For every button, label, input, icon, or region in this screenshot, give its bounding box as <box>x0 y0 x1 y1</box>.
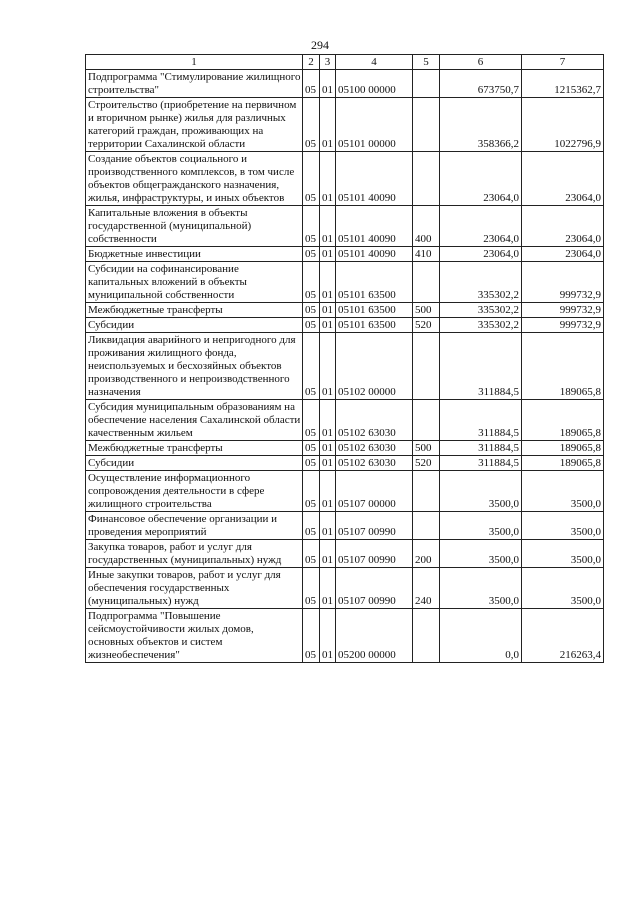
row-subsection-code: 01 <box>320 333 336 400</box>
row-subsection-code: 01 <box>320 247 336 262</box>
row-amount-2: 23064,0 <box>522 247 604 262</box>
row-subsection-code: 01 <box>320 568 336 609</box>
table-body <box>86 55 604 663</box>
row-amount-1: 673750,7 <box>440 70 522 98</box>
row-expense-type <box>413 609 440 663</box>
row-name: Субсидии <box>86 456 303 471</box>
row-amount-1: 3500,0 <box>440 568 522 609</box>
row-expense-type: 520 <box>413 318 440 333</box>
row-name: Субсидии на софинансирование капитальных вложений в объекты муниципальной собственности <box>86 262 303 303</box>
table-header-row <box>86 55 604 70</box>
page-number: 294 <box>311 38 329 52</box>
row-amount-1: 358366,2 <box>440 98 522 152</box>
row-target-article: 05200 00000 <box>336 609 413 663</box>
row-section-code: 05 <box>303 471 320 512</box>
row-name: Осуществление информационного сопровождения деятельности в сфере жилищного строительства <box>86 471 303 512</box>
row-amount-2: 216263,4 <box>522 609 604 663</box>
row-expense-type <box>413 400 440 441</box>
column-header: 3 <box>320 55 336 70</box>
row-target-article: 05101 63500 <box>336 262 413 303</box>
row-target-article: 05107 00000 <box>336 471 413 512</box>
row-amount-2: 23064,0 <box>522 152 604 206</box>
row-subsection-code: 01 <box>320 540 336 568</box>
row-section-code: 05 <box>303 70 320 98</box>
row-subsection-code: 01 <box>320 303 336 318</box>
row-subsection-code: 01 <box>320 512 336 540</box>
row-expense-type <box>413 512 440 540</box>
table-row <box>86 441 604 456</box>
row-amount-1: 23064,0 <box>440 206 522 247</box>
row-section-code: 05 <box>303 206 320 247</box>
row-name: Строительство (приобретение на первичном и вторичном рынке) жилья для различных категорий граждан, проживающих на территории Сахалинской области <box>86 98 303 152</box>
table-row <box>86 206 604 247</box>
table-row <box>86 303 604 318</box>
row-expense-type <box>413 98 440 152</box>
row-section-code: 05 <box>303 609 320 663</box>
row-section-code: 05 <box>303 456 320 471</box>
table-row <box>86 152 604 206</box>
row-section-code: 05 <box>303 400 320 441</box>
row-subsection-code: 01 <box>320 262 336 303</box>
row-section-code: 05 <box>303 98 320 152</box>
row-expense-type: 400 <box>413 206 440 247</box>
row-section-code: 05 <box>303 318 320 333</box>
row-section-code: 05 <box>303 262 320 303</box>
column-header: 7 <box>522 55 604 70</box>
row-expense-type: 500 <box>413 303 440 318</box>
row-amount-2: 189065,8 <box>522 333 604 400</box>
row-target-article: 05102 63030 <box>336 441 413 456</box>
table-row <box>86 247 604 262</box>
table-row <box>86 609 604 663</box>
row-amount-2: 189065,8 <box>522 400 604 441</box>
row-amount-1: 311884,5 <box>440 441 522 456</box>
row-amount-2: 1022796,9 <box>522 98 604 152</box>
row-section-code: 05 <box>303 303 320 318</box>
row-expense-type <box>413 333 440 400</box>
row-name: Субсидии <box>86 318 303 333</box>
row-target-article: 05101 40090 <box>336 247 413 262</box>
table-row <box>86 471 604 512</box>
row-amount-1: 335302,2 <box>440 262 522 303</box>
row-section-code: 05 <box>303 441 320 456</box>
row-name: Бюджетные инвестиции <box>86 247 303 262</box>
row-subsection-code: 01 <box>320 441 336 456</box>
row-amount-2: 3500,0 <box>522 512 604 540</box>
row-section-code: 05 <box>303 333 320 400</box>
row-target-article: 05101 63500 <box>336 318 413 333</box>
row-target-article: 05101 40090 <box>336 206 413 247</box>
row-target-article: 05107 00990 <box>336 512 413 540</box>
row-expense-type: 520 <box>413 456 440 471</box>
row-expense-type <box>413 152 440 206</box>
column-header: 4 <box>336 55 413 70</box>
table-row <box>86 400 604 441</box>
row-target-article: 05102 63030 <box>336 400 413 441</box>
row-name: Межбюджетные трансферты <box>86 303 303 318</box>
row-target-article: 05101 00000 <box>336 98 413 152</box>
row-amount-1: 311884,5 <box>440 333 522 400</box>
table-row <box>86 98 604 152</box>
row-amount-2: 3500,0 <box>522 568 604 609</box>
budget-table <box>85 54 604 663</box>
row-amount-2: 999732,9 <box>522 318 604 333</box>
column-header: 1 <box>86 55 303 70</box>
row-subsection-code: 01 <box>320 609 336 663</box>
row-target-article: 05101 63500 <box>336 303 413 318</box>
row-section-code: 05 <box>303 568 320 609</box>
row-amount-1: 3500,0 <box>440 540 522 568</box>
table-row <box>86 540 604 568</box>
row-name: Подпрограмма "Повышение сейсмоустойчивости жилых домов, основных объектов и систем жизнеобеспечения" <box>86 609 303 663</box>
row-amount-2: 189065,8 <box>522 456 604 471</box>
row-section-code: 05 <box>303 152 320 206</box>
row-name: Капитальные вложения в объекты государственной (муниципальной) собственности <box>86 206 303 247</box>
table-row <box>86 456 604 471</box>
row-subsection-code: 01 <box>320 456 336 471</box>
row-expense-type: 200 <box>413 540 440 568</box>
row-section-code: 05 <box>303 540 320 568</box>
row-subsection-code: 01 <box>320 471 336 512</box>
row-amount-1: 23064,0 <box>440 152 522 206</box>
row-amount-1: 311884,5 <box>440 400 522 441</box>
row-target-article: 05102 00000 <box>336 333 413 400</box>
row-subsection-code: 01 <box>320 400 336 441</box>
row-name: Подпрограмма "Стимулирование жилищного строительства" <box>86 70 303 98</box>
row-subsection-code: 01 <box>320 98 336 152</box>
row-expense-type <box>413 262 440 303</box>
row-expense-type <box>413 70 440 98</box>
column-header: 2 <box>303 55 320 70</box>
row-amount-1: 0,0 <box>440 609 522 663</box>
row-target-article: 05107 00990 <box>336 568 413 609</box>
row-amount-1: 3500,0 <box>440 512 522 540</box>
row-amount-1: 335302,2 <box>440 303 522 318</box>
row-amount-2: 999732,9 <box>522 303 604 318</box>
row-expense-type: 240 <box>413 568 440 609</box>
row-amount-1: 311884,5 <box>440 456 522 471</box>
table-row <box>86 262 604 303</box>
row-target-article: 05101 40090 <box>336 152 413 206</box>
row-name: Создание объектов социального и производственного комплексов, в том числе объектов общегражданского назначения, жилья, инфраструктуры, и иных объектов <box>86 152 303 206</box>
row-name: Субсидия муниципальным образованиям на обеспечение населения Сахалинской области качественным жильем <box>86 400 303 441</box>
row-section-code: 05 <box>303 247 320 262</box>
row-subsection-code: 01 <box>320 70 336 98</box>
row-name: Закупка товаров, работ и услуг для государственных (муниципальных) нужд <box>86 540 303 568</box>
row-amount-2: 1215362,7 <box>522 70 604 98</box>
row-subsection-code: 01 <box>320 206 336 247</box>
table-row <box>86 512 604 540</box>
row-target-article: 05102 63030 <box>336 456 413 471</box>
row-name: Межбюджетные трансферты <box>86 441 303 456</box>
row-target-article: 05107 00990 <box>336 540 413 568</box>
row-amount-2: 23064,0 <box>522 206 604 247</box>
row-expense-type <box>413 471 440 512</box>
table-row <box>86 333 604 400</box>
row-amount-2: 3500,0 <box>522 540 604 568</box>
table-row <box>86 568 604 609</box>
row-expense-type: 500 <box>413 441 440 456</box>
row-target-article: 05100 00000 <box>336 70 413 98</box>
row-amount-2: 3500,0 <box>522 471 604 512</box>
table-row <box>86 318 604 333</box>
row-subsection-code: 01 <box>320 152 336 206</box>
row-amount-1: 335302,2 <box>440 318 522 333</box>
row-expense-type: 410 <box>413 247 440 262</box>
row-amount-2: 999732,9 <box>522 262 604 303</box>
column-header: 6 <box>440 55 522 70</box>
row-amount-1: 23064,0 <box>440 247 522 262</box>
row-name: Финансовое обеспечение организации и проведения мероприятий <box>86 512 303 540</box>
row-section-code: 05 <box>303 512 320 540</box>
table-row <box>86 70 604 98</box>
row-subsection-code: 01 <box>320 318 336 333</box>
row-name: Иные закупки товаров, работ и услуг для обеспечения государственных (муниципальных) нужд <box>86 568 303 609</box>
row-name: Ликвидация аварийного и непригодного для проживания жилищного фонда, неиспользуемых и бесхозяйных объектов производственного и непроизводственного назначения <box>86 333 303 400</box>
row-amount-2: 189065,8 <box>522 441 604 456</box>
row-amount-1: 3500,0 <box>440 471 522 512</box>
column-header: 5 <box>413 55 440 70</box>
